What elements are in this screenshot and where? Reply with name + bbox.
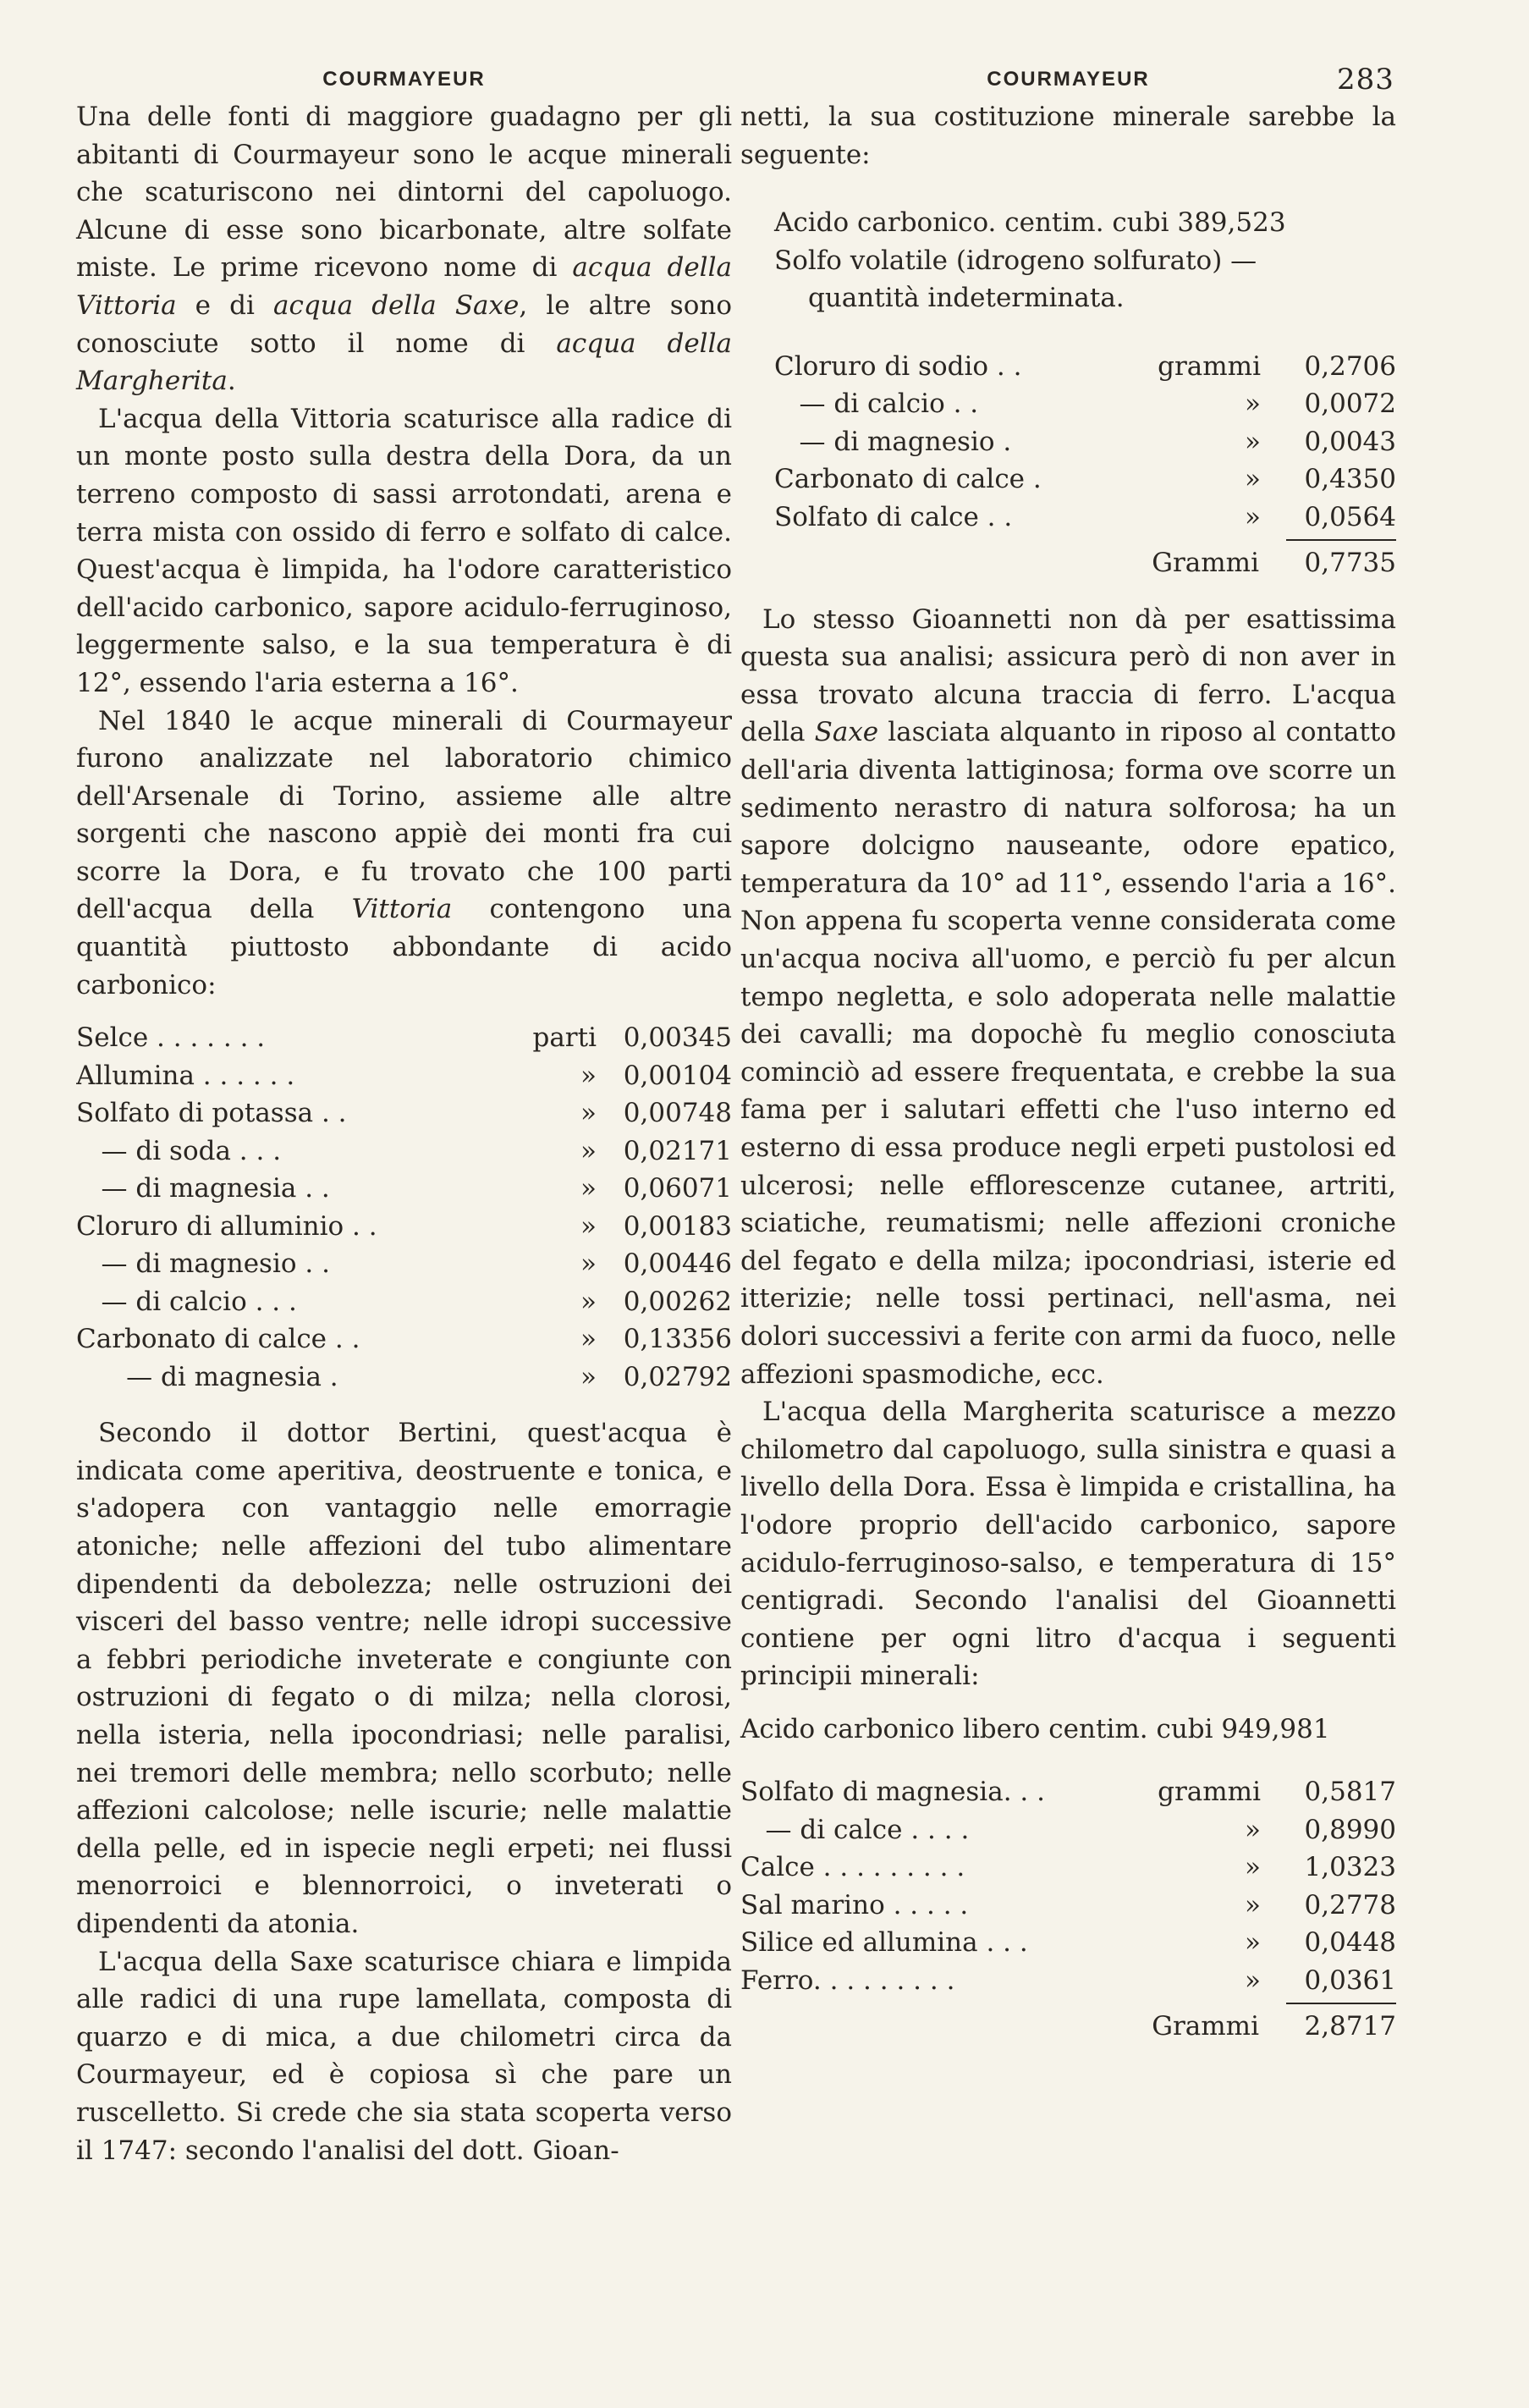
- paragraph-saxe: L'acqua della Saxe scaturisce chiara e limpida alle radici di una rupe lamellata, composta di quarzo e di mica, a due chilometri circa da Courmayeur, ed è copiosa sì che pare un ruscelletto. Si crede che sia stata scoperta verso il 1747: secondo l'analisi del dott. Gioan-: [76, 1946, 732, 2166]
- paragraph-analysis-1840: Nel 1840 le acque minerali di Courmayeur furono analizzate nel laboratorio chimico dell'Arsenale di Torino, assieme alle altre sorgenti che nascono appiè dei monti fra cui scorre la Dora, e fu trovato che 100 parti dell'acqua della Vittoria contengono una quantità piuttosto abbondante di acido carbonico:: [76, 705, 732, 1000]
- table-row: — di magnesio . . » 0,00446: [76, 1248, 732, 1280]
- table-row: Solfato di calce . . » 0,0564: [774, 501, 1396, 532]
- paragraph-saxe-properties: Lo stesso Gioannetti non dà per esattissima questa sua analisi; assicura però di non aver in essa trovato alcuna traccia di ferro. L'acqua della Saxe lasciata alquanto in riposo al contatto dell'aria diventa lattiginosa; forma ove scorre un sedimento nerastro di natura solforosa; ha un sapore dolcigno nauseante, odore epatico, temperatura da 10° ad 11°, essendo l'aria a 16°. Non appena fu scoperta venne considerata come un'acqua nociva all'uomo, e perciò fu per alcun tempo negletta, e solo adoperata nelle malattie dei cavalli; ma dopochè fu meglio conosciuta cominciò ad essere frequentata, e crebbe la sua fama per i salutari effetti che l'uso interno ed esterno di essa produce negli erpeti pustolosi ed ulcerosi; nelle efflorescenze cutanee, artriti, sciatiche, reumatismi; nelle affezioni croniche del fegato e della milza; ipocondriasi, isterie ed itterizie; nelle tossi pertinaci, nell'asma, nei dolori successivi a ferite con armi da fuoco, nelle affezioni spasmodiche, ecc.: [740, 603, 1396, 1390]
- table-margherita-composition: [740, 1773, 1396, 2046]
- table-row: — di magnesia . . » 0,06071: [76, 1173, 732, 1204]
- paragraph-vittoria: L'acqua della Vittoria scaturisce alla radice di un monte posto sulla destra della Dora, da un terreno composto di sassi arrotondati, arena e terra mista con ossido di ferro e solfato di calce. Quest'acqua è limpida, ha l'odore caratteristico dell'acido carbonico, sapore acidulo-ferruginoso, leggermente salso, e la sua temperatura è di 12°, essendo l'aria esterna a 16°.: [76, 403, 732, 698]
- table-row: Solfato di potassa . . » 0,00748: [76, 1098, 732, 1129]
- table-row: Silice ed allumina . . . » 0,0448: [740, 1927, 1396, 1959]
- table-row: Cloruro di alluminio . . » 0,00183: [76, 1210, 732, 1242]
- paragraph-gioannetti-cont: netti, la sua costituzione minerale sarebbe la seguente:: [740, 102, 1396, 170]
- running-head-left: COURMAYEUR: [322, 68, 486, 91]
- table-row: Cloruro di sodio . . grammi 0,2706: [774, 350, 1396, 382]
- gas-line-carbonic: Acido carbonico. centim. cubi 389,523: [774, 207, 1286, 239]
- table-row: — di calcio . . . » 0,00262: [76, 1286, 732, 1317]
- paragraph-bertini: Secondo il dottor Bertini, quest'acqua è indicata come aperitiva, deostruente e tonica, e s'adopera con vantaggio nelle emorragie atoniche; nelle affezioni del tubo alimentare dipendenti da debolezza; nelle ostruzioni dei visceri del basso ventre; nelle idropi successive a febbri periodiche inveterate e congiunte con ostruzioni di fegato o di milza; nella clorosi, nella isteria, nella ipocondriasi; nelle paralisi, nei tremori delle membra; nello scorbuto; nelle affezioni calcolose; nelle iscurie; nelle malattie della pelle, ed in ispecie negli erpeti; nei flussi menorroici e blennorroici, o inveterati o dipendenti da atonia.: [76, 1418, 732, 1939]
- paragraph-intro: Una delle fonti di maggiore guadagno per gli abitanti di Courmayeur sono le acque minerali che scaturiscono nei dintorni del capoluogo. Alcune di esse sono bicarbonate, altre solfate miste. Le prime ricevono nome di acqua della Vittoria e di acqua della Saxe, le altre sono conosciute sotto il nome di acqua della Margherita.: [76, 102, 732, 397]
- gas-line-sulfur: Solfo volatile (idrogeno solfurato) —: [774, 245, 1257, 276]
- gas-line-quantity: quantità indeterminata.: [808, 283, 1125, 314]
- sum-rule: [1286, 539, 1396, 541]
- table-row: Sal marino . . . . . » 0,2778: [740, 1889, 1396, 1920]
- paragraph-margherita: L'acqua della Margherita scaturisce a mezzo chilometro dal capoluogo, sulla sinistra e quasi a livello della Dora. Essa è limpida e cristallina, ha l'odore proprio dell'acido carbonico, sapore acidulo-ferruginoso-salso, e temperatura di 15° centigradi. Secondo l'analisi del Gioannetti contiene per ogni litro d'acqua i seguenti principii minerali:: [740, 1397, 1396, 1692]
- table-row: Solfato di magnesia. . . grammi 0,5817: [740, 1777, 1396, 1808]
- table-row: — di magnesio . » 0,0043: [774, 426, 1396, 457]
- table-row: Carbonato di calce . . » 0,13356: [76, 1324, 732, 1355]
- right-column: [740, 68, 1396, 2064]
- table-row: Ferro. . . . . . . . . » 0,0361: [740, 1964, 1396, 1996]
- table-row: Allumina . . . . . . » 0,00104: [76, 1060, 732, 1091]
- table-saxe-composition: [740, 348, 1396, 582]
- table-total-row: Grammi 0,7735: [1152, 548, 1396, 579]
- left-column: [76, 68, 732, 2169]
- table-row: — di magnesia . » 0,02792: [76, 1361, 732, 1392]
- table-row: — di calcio . . » 0,0072: [774, 388, 1396, 420]
- table-row: Carbonato di calce . » 0,4350: [774, 464, 1396, 495]
- table-row: — di soda . . . » 0,02171: [76, 1135, 732, 1166]
- table-vittoria-composition: [76, 1019, 732, 1396]
- page-number: 283: [1337, 63, 1394, 96]
- table-total-row: Grammi 2,8717: [1152, 2011, 1396, 2042]
- running-head-right: COURMAYEUR: [987, 68, 1150, 91]
- table-row: Calce . . . . . . . . . » 1,0323: [740, 1852, 1396, 1883]
- gas-line-carbonic-free: Acido carbonico libero centim. cubi 949,981: [740, 1713, 1330, 1744]
- sum-rule: [1286, 2003, 1396, 2004]
- table-row: Selce . . . . . . . parti 0,00345: [76, 1022, 732, 1054]
- table-row: — di calce . . . . » 0,8990: [740, 1814, 1396, 1845]
